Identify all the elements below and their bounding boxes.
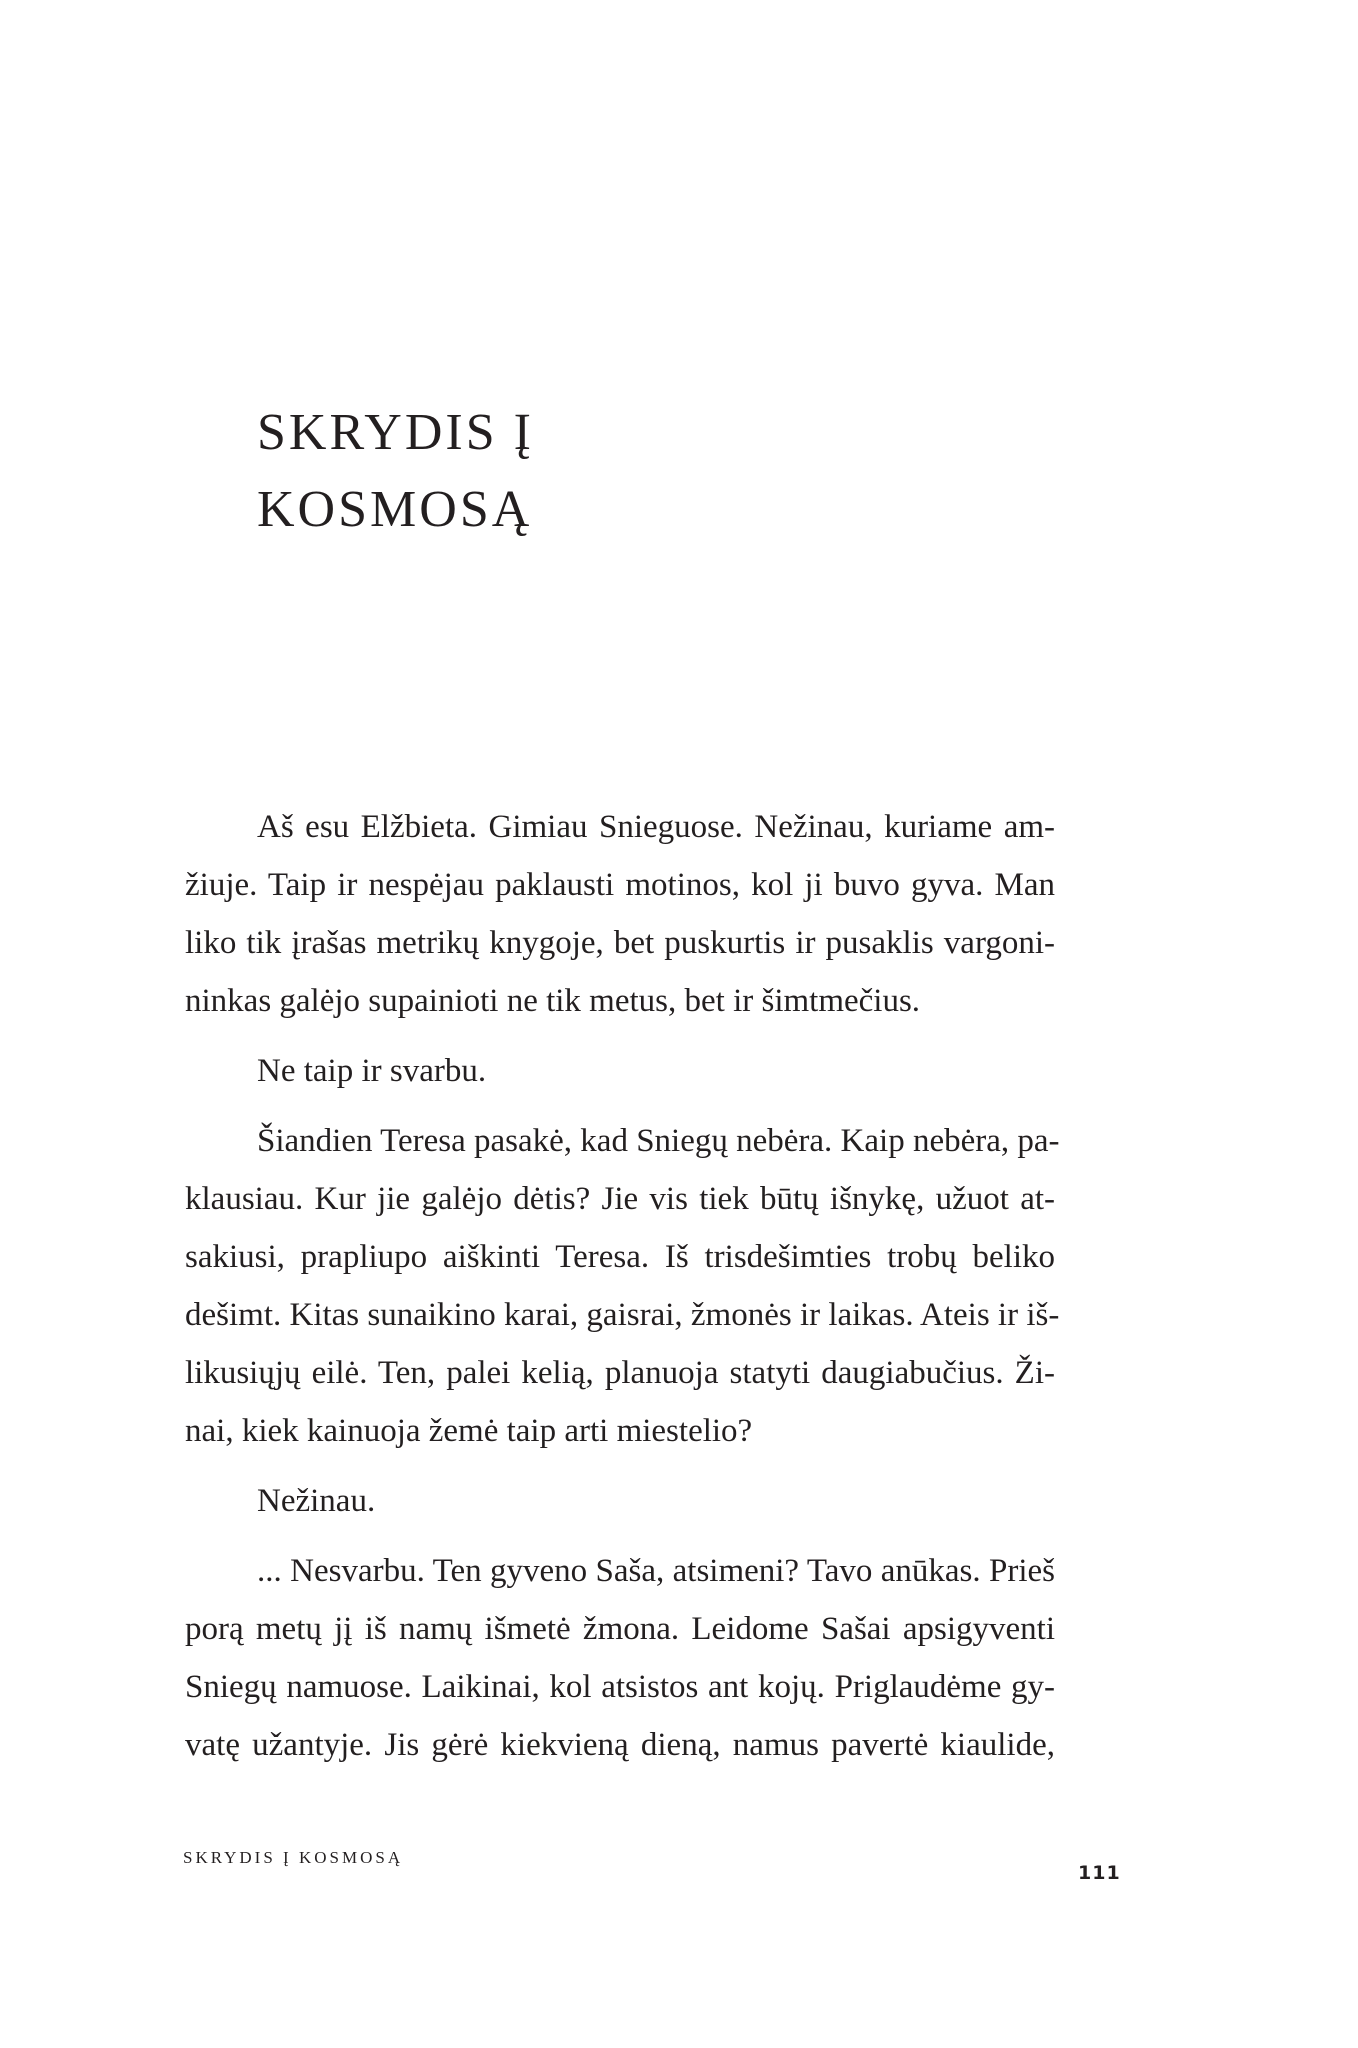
- paragraph-5: [185, 1542, 1055, 1774]
- paragraph-5-line-3: Sniegų namuose. Laikinai, kol atsistos ant kojų. Priglaudėme gy-: [185, 1669, 1055, 1705]
- paragraph-1-line-3: liko tik įrašas metrikų knygoje, bet puskurtis ir pusaklis vargoni-: [185, 925, 1055, 961]
- paragraph-3-line-5: likusiųjų eilė. Ten, palei kelią, planuoja statyti daugiabučius. Ži-: [185, 1355, 1055, 1391]
- paragraph-3-line-4: dešimt. Kitas sunaikino karai, gaisrai, žmonės ir laikas. Ateis ir iš-: [185, 1297, 1060, 1333]
- paragraph-1: [185, 798, 1055, 1030]
- paragraph-3-line-1: Šiandien Teresa pasakė, kad Sniegų nebėra. Kaip nebėra, pa-: [257, 1123, 1060, 1159]
- paragraph-1-line-4: ninkas galėjo supainioti ne tik metus, bet ir šimtmečius.: [185, 983, 921, 1019]
- page-number: 111: [1078, 1862, 1121, 1884]
- paragraph-2: [257, 1042, 1055, 1100]
- paragraph-3: [185, 1112, 1060, 1460]
- body-text: [185, 798, 1060, 1786]
- chapter-title: [257, 394, 534, 548]
- paragraph-1-line-1: Aš esu Elžbieta. Gimiau Snieguose. Nežinau, kuriame am-: [257, 809, 1055, 845]
- paragraph-2-line-1: Ne taip ir svarbu.: [257, 1053, 487, 1089]
- chapter-title-line-1: SKRYDIS Į: [257, 404, 534, 461]
- running-head: SKRYDIS Į KOSMOSĄ: [183, 1848, 404, 1867]
- paragraph-3-line-6: nai, kiek kainuoja žemė taip arti miestelio?: [185, 1413, 753, 1449]
- chapter-title-line-2: KOSMOSĄ: [257, 481, 533, 538]
- paragraph-1-line-2: žiuje. Taip ir nespėjau paklausti motinos, kol ji buvo gyva. Man: [185, 867, 1055, 903]
- paragraph-5-line-2: porą metų jį iš namų išmetė žmona. Leidome Sašai apsigyventi: [185, 1611, 1055, 1647]
- paragraph-5-line-4: vatę užantyje. Jis gėrė kiekvieną dieną, namus pavertė kiaulide,: [185, 1727, 1055, 1763]
- paragraph-5-line-1: ... Nesvarbu. Ten gyveno Saša, atsimeni? Tavo anūkas. Prieš: [257, 1553, 1055, 1589]
- paragraph-4-line-1: Nežinau.: [257, 1483, 376, 1519]
- paragraph-3-line-2: klausiau. Kur jie galėjo dėtis? Jie vis tiek būtų išnykę, užuot at-: [185, 1181, 1055, 1217]
- paragraph-4: [257, 1472, 1055, 1530]
- paragraph-3-line-3: sakiusi, prapliupo aiškinti Teresa. Iš trisdešimties trobų beliko: [185, 1239, 1055, 1275]
